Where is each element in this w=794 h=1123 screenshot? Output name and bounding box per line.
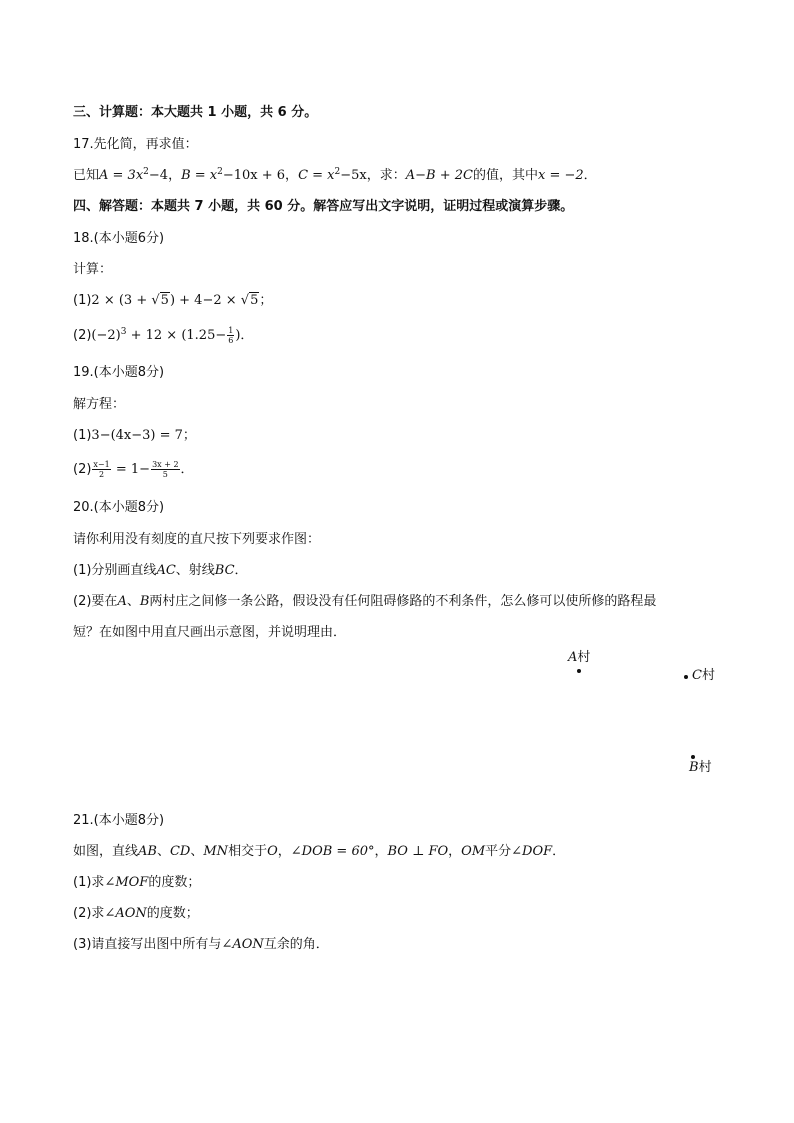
q21-sep5: ， <box>448 844 462 859</box>
q21-t2: 相交于 <box>228 844 268 859</box>
q18-p2-exp: 3 <box>120 327 127 337</box>
q19-p1-equation: 3−(4x−3) = 7； <box>91 428 196 443</box>
q21-angle-DOF: ∠DOF <box>511 844 553 859</box>
q19-part1 <box>73 427 196 445</box>
q21-p2-a: 求 <box>91 906 105 921</box>
q17-known-text: 已知 <box>73 168 100 183</box>
q21-p3-a: 请直接写出图中所有与 <box>91 937 222 952</box>
sqrt-5-first: √5 <box>151 293 169 308</box>
q19-p1-label: (1) <box>73 428 92 443</box>
village-C-point <box>684 675 688 679</box>
q21-p2-angle: ∠AON <box>104 906 147 921</box>
q21-OM: OM <box>461 844 486 859</box>
q18-part2 <box>73 326 253 345</box>
q18-prompt: 计算： <box>73 262 113 277</box>
q21-p1-label: (1) <box>73 875 92 890</box>
q21-perpendicular: BO ⊥ FO <box>387 844 449 859</box>
sqrt-5-second-radicand: 5 <box>250 293 259 308</box>
q20-p1-text: 分别画直线 <box>91 563 157 578</box>
q17-statement <box>73 167 597 185</box>
q20-part1 <box>73 562 248 580</box>
q21-p3-angle: ∠AON <box>221 937 264 952</box>
q21-sep1: 、 <box>156 844 170 859</box>
sqrt-5-second: √5 <box>240 293 259 308</box>
q17-x-value: x = −2 <box>537 168 584 183</box>
q21-part1 <box>73 874 200 892</box>
village-A-point <box>577 669 581 673</box>
q20-part2-line2: 短？在如图中用直尺画出示意图，并说明理由． <box>73 625 347 640</box>
q17-C-tail: −5x <box>340 168 367 183</box>
fraction-right-denominator: 5 <box>162 470 168 479</box>
q17-end: ． <box>583 168 597 183</box>
q20-ray-BC: BC <box>214 563 235 578</box>
q21-t1: 如图，直线 <box>73 844 139 859</box>
q18-p1-label: (1) <box>73 293 92 308</box>
section4-header: 四、解答题：本题共 7 小题，共 60 分。解答应写出文字说明，证明过程或演算步骤。 <box>73 199 574 214</box>
q18-p2-b: + 12 × (1.25− <box>126 328 227 343</box>
q20-p1-end: ． <box>234 563 248 578</box>
q19-p2-label: (2) <box>73 462 92 477</box>
q21-O: O <box>267 844 278 859</box>
fraction-left-numerator: x−1 <box>93 460 110 469</box>
q21-sep2: 、 <box>190 844 204 859</box>
q21-p1-b: 的度数； <box>148 875 201 890</box>
village-A-letter: A <box>568 650 578 665</box>
q17-C-def: C = x <box>298 168 335 183</box>
fraction-denominator: 6 <box>228 336 234 345</box>
q17-value-text: 的值，其中 <box>472 168 538 183</box>
q21-sep3: ， <box>277 844 291 859</box>
village-B-word: 村 <box>698 760 712 775</box>
q20-title: 20.(本小题8分) <box>73 500 165 515</box>
q18-title: 18.(本小题6分) <box>73 231 165 246</box>
q21-title: 21.(本小题8分) <box>73 813 165 828</box>
q17-title: 17.先化简，再求值： <box>73 137 198 152</box>
q20-line-AC: AC <box>156 563 176 578</box>
q21-sep4: ， <box>374 844 388 859</box>
q21-p3-b: 互余的角． <box>263 937 329 952</box>
fraction-left-denominator: 2 <box>99 470 105 479</box>
q21-p1-angle: ∠MOF <box>104 875 149 890</box>
q17-C-exp: 2 <box>334 167 341 177</box>
q21-CD: CD <box>169 844 191 859</box>
q18-p1-b: ) + 4−2 × <box>169 293 241 308</box>
village-A-word: 村 <box>577 650 591 665</box>
q18-p2-label: (2) <box>73 328 92 343</box>
q21-statement <box>73 843 565 861</box>
q18-p2-end: )． <box>235 328 254 343</box>
fraction-left <box>92 460 110 479</box>
q17-A-exp: 2 <box>143 167 149 177</box>
q21-AB: AB <box>138 844 157 859</box>
village-C-label <box>692 668 715 684</box>
sqrt-5-first-radicand: 5 <box>160 293 169 308</box>
q19-prompt: 解方程： <box>73 397 126 412</box>
q19-part2 <box>73 460 194 479</box>
q19-title: 19.(本小题8分) <box>73 365 165 380</box>
q20-p2-sep: 、 <box>126 594 140 609</box>
q17-B-tail: −10x + 6， <box>222 168 299 183</box>
q18-p2-a: (−2) <box>91 328 121 343</box>
q17-A-tail: −4， <box>148 168 182 183</box>
q21-part2 <box>73 905 199 923</box>
q21-end: ． <box>552 844 566 859</box>
q18-p1-end: ； <box>259 293 273 308</box>
q21-p1-a: 求 <box>91 875 105 890</box>
q21-angle-DOB: ∠DOB = 60° <box>290 844 375 859</box>
q21-MN: MN <box>203 844 229 859</box>
q17-ask-text: ，求： <box>366 168 406 183</box>
q21-p3-label: (3) <box>73 937 92 952</box>
q21-p2-b: 的度数； <box>146 906 199 921</box>
q20-part2 <box>73 593 656 611</box>
fraction-numerator: 1 <box>228 326 234 335</box>
q21-part3 <box>73 936 329 954</box>
q21-p2-label: (2) <box>73 906 92 921</box>
q19-p2-mid: = 1− <box>111 462 151 477</box>
q21-t3: 平分 <box>485 844 512 859</box>
village-C-word: 村 <box>701 668 715 683</box>
section3-header: 三、计算题：本大题共 1 小题，共 6 分。 <box>73 105 318 120</box>
q20-p2-a: 要在 <box>91 594 118 609</box>
village-B-label <box>689 760 712 776</box>
fraction-one-sixth <box>227 326 234 345</box>
village-B-letter: B <box>689 760 699 775</box>
q18-p1-a: 2 × (3 + <box>91 293 152 308</box>
q17-B-exp: 2 <box>217 167 223 177</box>
q20-p2-text: 两村庄之间修一条公路，假设没有任何阻碍修路的不利条件，怎么修可以使所修的路程最 <box>149 594 657 609</box>
q19-p2-end: ． <box>180 462 194 477</box>
q20-p2-A: A <box>117 594 127 609</box>
village-C-letter: C <box>692 668 702 683</box>
q20-prompt: 请你利用没有刻度的直尺按下列要求作图： <box>73 532 321 547</box>
fraction-right-numerator: 3x + 2 <box>152 460 179 469</box>
q20-p1-label: (1) <box>73 563 92 578</box>
fraction-right <box>151 460 179 479</box>
q20-p2-label: (2) <box>73 594 92 609</box>
village-B-point <box>691 755 695 759</box>
q17-B-def: B = x <box>181 168 218 183</box>
village-A-label <box>568 650 590 666</box>
q17-A-def: A = 3x <box>99 168 144 183</box>
q20-p2-B: B <box>139 594 150 609</box>
q18-part1 <box>73 292 272 310</box>
q20-p1-sep: 、射线 <box>175 563 215 578</box>
q17-expression: A−B + 2C <box>405 168 473 183</box>
